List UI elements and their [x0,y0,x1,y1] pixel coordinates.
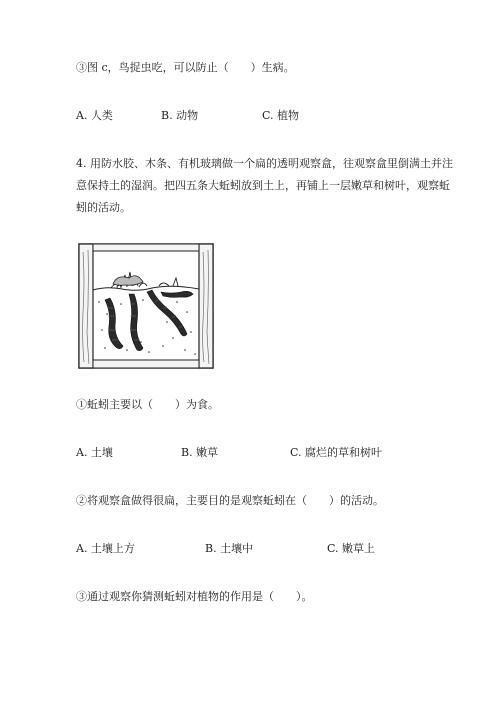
q3-sub3-option-b: B. 动物 [161,109,199,122]
q3-sub3-option-c: C. 植物 [262,109,300,122]
q4-sub1-option-a: A. 土壤 [76,446,113,459]
q4-stem-line-1: 4. 用防水胶、木条、有机玻璃做一个扁的透明观察盒，往观察盒里倒满土并注 [76,157,453,170]
q4-stem-line-3: 蚓的活动。 [76,201,131,214]
q4-sub2-option-c: C. 嫩草上 [327,542,376,555]
q4-sub2-stem: ②将观察盒做得很扁，主要目的是观察蚯蚓在（ ）的活动。 [76,494,384,507]
q3-sub3-option-a: A. 人类 [76,109,113,122]
q4-sub1-option-c: C. 腐烂的草和树叶 [290,446,383,459]
q4-sub3-stem: ③通过观察你猜测蚯蚓对植物的作用是（ ）。 [76,590,313,603]
q4-stem-line-2: 意保持土的湿润。把四五条大蚯蚓放到土上，再铺上一层嫩草和树叶，观察蚯 [76,179,450,192]
q4-sub1-option-b: B. 嫩草 [181,446,219,459]
q4-sub2-option-b: B. 土壤中 [205,542,254,555]
q4-sub2-option-a: A. 土壤上方 [76,542,135,555]
q4-sub1-stem: ①蚯蚓主要以（ ）为食。 [76,398,219,411]
q3-sub3-stem: ③图 c，鸟捉虫吃，可以防止（ ）生病。 [76,61,295,74]
earthworm-observation-box-icon [77,242,215,370]
